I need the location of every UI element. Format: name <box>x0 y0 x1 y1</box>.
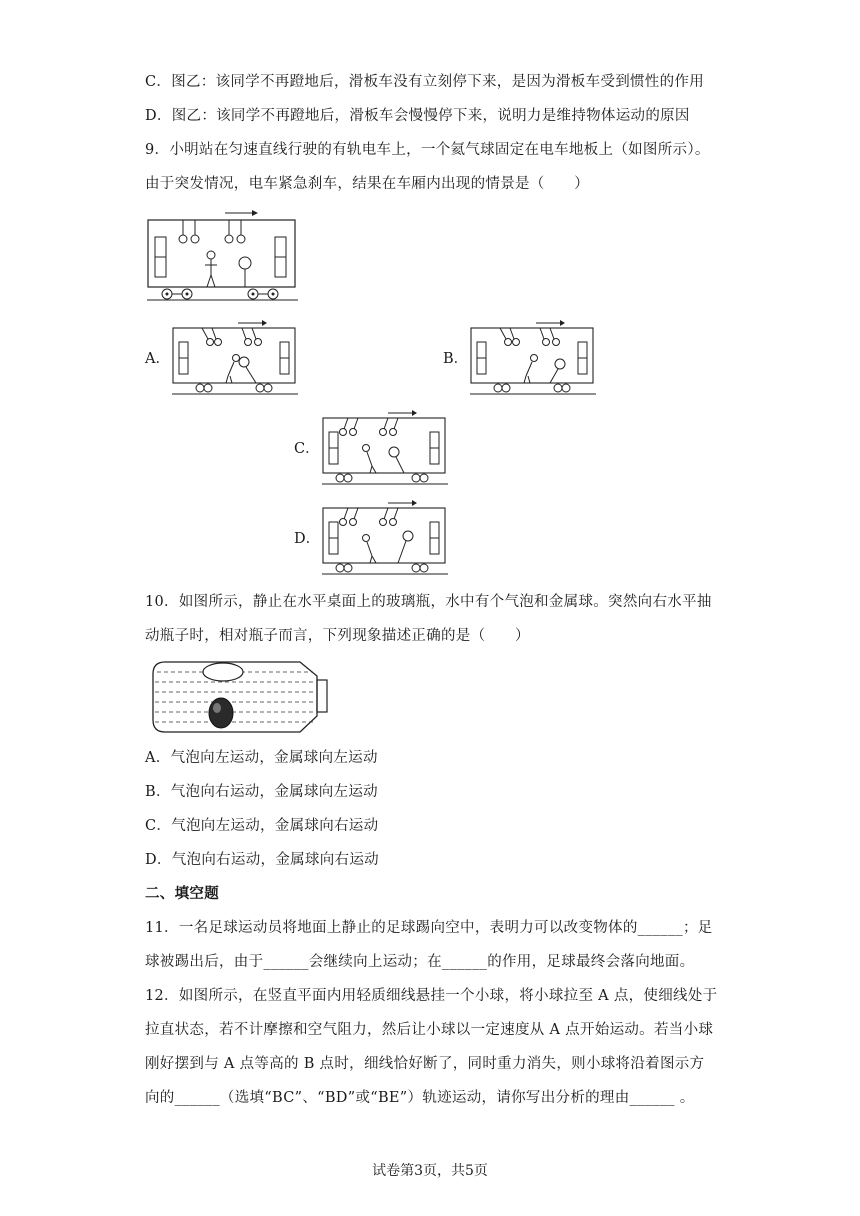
q9-option-b-figure <box>468 318 598 398</box>
q10-stem-line2: 动瓶子时，相对瓶子而言，下列现象描述正确的是（ ） <box>145 628 530 644</box>
q10-option-c: C．气泡向左运动，金属球向右运动 <box>145 818 379 834</box>
q9-option-a-label: A． <box>145 351 170 367</box>
q9-tram-figure <box>145 205 300 305</box>
q9-option-b-label: B． <box>443 351 469 367</box>
q9-stem-line1: 9．小明站在匀速直线行驶的有轨电车上，一个氦气球固定在电车地板上（如图所示）。 <box>145 142 710 158</box>
q9-stem-line2: 由于突发情况，电车紧急刹车，结果在车厢内出现的情景是（ ） <box>145 176 589 192</box>
q11-stem-line2: 球被踢出后，由于______会继续向上运动；在______的作用，足球最终会落向地面。 <box>145 954 695 970</box>
q12-stem-line2: 拉直状态，若不计摩擦和空气阻力，然后让小球以一定速度从 A 点开始运动。若当小球 <box>145 1022 714 1038</box>
q10-option-a: A．气泡向左运动，金属球向左运动 <box>145 750 378 766</box>
q10-option-d: D．气泡向右运动，金属球向右运动 <box>145 852 379 868</box>
q11-stem-line1: 11．一名足球运动员将地面上静止的足球踢向空中，表明力可以改变物体的______；足 <box>145 920 713 936</box>
section-title-fill-in: 二、填空题 <box>145 886 219 902</box>
q12-stem-line1: 12．如图所示，在竖直平面内用轻质细线悬挂一个小球，将小球拉至 A 点，使细线处于 <box>145 988 718 1004</box>
q10-option-b: B．气泡向右运动，金属球向左运动 <box>145 784 378 800</box>
q8-option-d: D．图乙：该同学不再蹬地后，滑板车会慢慢停下来，说明力是维持物体运动的原因 <box>145 108 690 124</box>
q9-option-d-figure <box>320 498 450 578</box>
q8-option-c: C．图乙：该同学不再蹬地后，滑板车没有立刻停下来，是因为滑板车受到惯性的作用 <box>145 74 704 90</box>
q12-stem-line3: 刚好摆到与 A 点等高的 B 点时，细线恰好断了，同时重力消失，则小球将沿着图示方 <box>145 1056 705 1072</box>
q10-bottle-figure <box>145 658 335 738</box>
q12-stem-line4: 向的______（选填“BC”、“BD”或“BE”）轨迹运动，请你写出分析的理由______ 。 <box>145 1090 695 1106</box>
q9-option-a-figure <box>170 318 300 398</box>
page-footer: 试卷第3页，共5页 <box>372 1163 488 1179</box>
q9-option-d-label: D． <box>294 531 321 547</box>
q10-stem-line1: 10．如图所示，静止在水平桌面上的玻璃瓶，水中有个气泡和金属球。突然向右水平抽 <box>145 594 712 610</box>
q9-option-c-label: C． <box>294 441 320 457</box>
q9-option-c-figure <box>320 408 450 488</box>
